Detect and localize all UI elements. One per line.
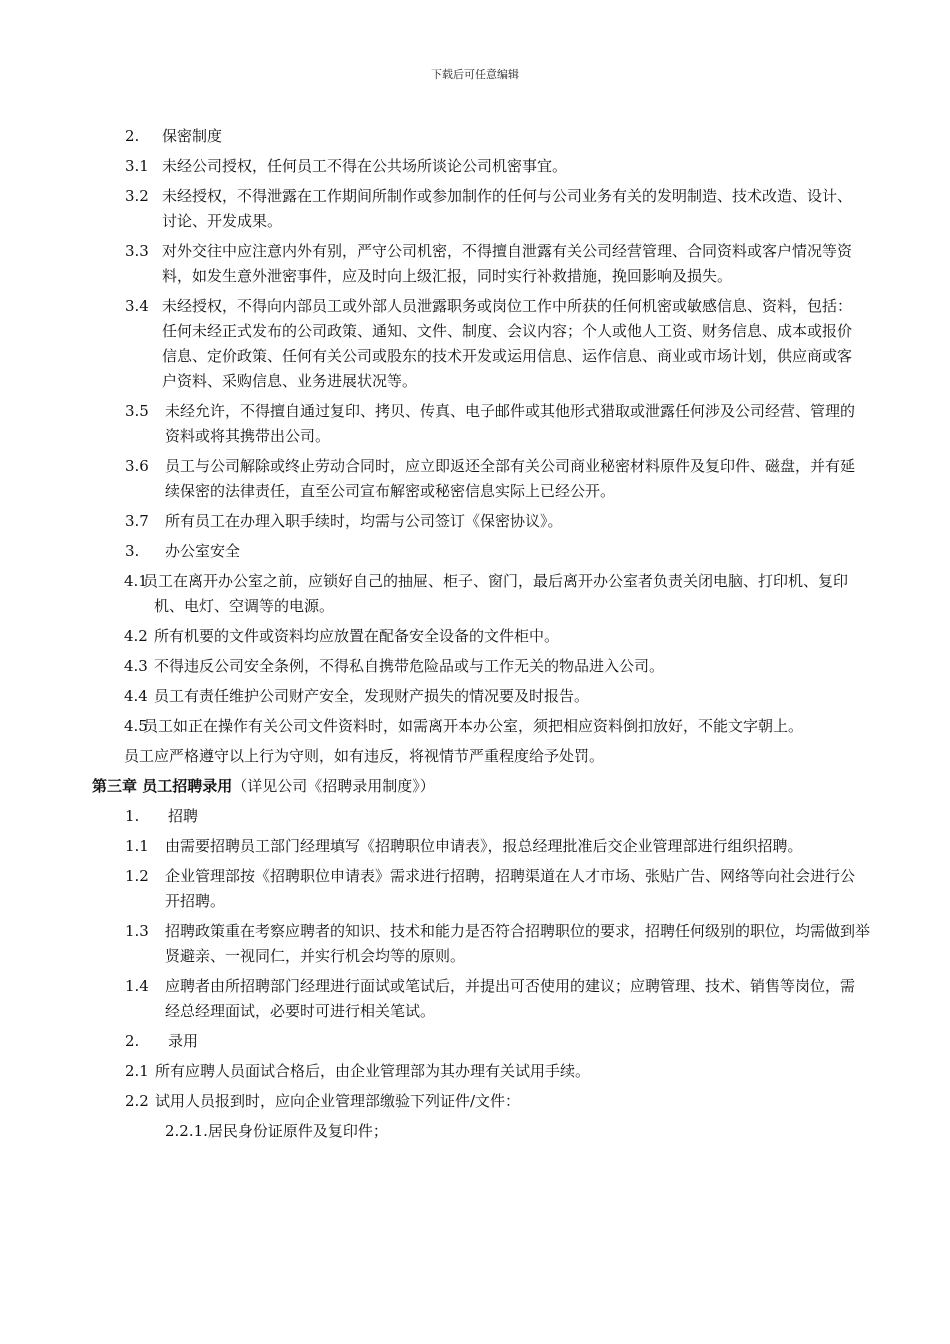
- item-number: 1.: [125, 807, 140, 825]
- item-number: 2.: [125, 1032, 140, 1050]
- item-text: 员工与公司解除或终止劳动合同时，应立即返还全部有关公司商业秘密材料原件及复印件、磁盘，并有延续保密的法律责任，直至公司宣布解密或秘密信息实际上已经公开。: [165, 457, 856, 500]
- item-text: 所有应聘人员面试合格后，由企业管理部为其办理有关试用手续。: [155, 1062, 591, 1080]
- item-text: 招聘: [168, 807, 199, 825]
- item-number: 1.4: [125, 977, 149, 995]
- item-text: 员工在离开办公室之前，应锁好自己的抽屉、柜子、窗门，最后离开办公室者负责关闭电脑、打印机、复印机、电灯、空调等的电源。: [143, 572, 849, 615]
- item-text: 由需要招聘员工部门经理填写《招聘职位申请表》，报总经理批准后交企业管理部进行组织招聘。: [165, 837, 803, 855]
- item-number: 4.3: [124, 657, 148, 675]
- item-number: 4.5: [124, 717, 148, 735]
- item-number: 2.1: [125, 1062, 149, 1080]
- item-number: 4.4: [124, 687, 148, 705]
- item-text: 所有员工在办理入职手续时，均需与公司签订《保密协议》。: [165, 512, 563, 530]
- list-item: [0, 919, 950, 969]
- section-confidentiality-and-security: [0, 124, 950, 769]
- item-text: 保密制度: [162, 127, 223, 145]
- item-number: 3.3: [125, 242, 149, 260]
- list-item: [0, 624, 950, 649]
- list-item: [0, 124, 950, 149]
- section-recruitment: [0, 804, 950, 1144]
- list-item: [0, 154, 950, 179]
- item-text: 2.2.1.居民身份证原件及复印件；: [165, 1122, 388, 1140]
- list-item: [0, 509, 950, 534]
- item-number: 3.7: [125, 512, 149, 530]
- item-text: 对外交往中应注意内外有别，严守公司机密，不得擅自泄露有关公司经营管理、合同资料或客户情况等资料，如发生意外泄密事件，应及时向上级汇报，同时实行补救措施，挽回影响及损失。: [162, 242, 853, 285]
- item-text: 企业管理部按《招聘职位申请表》需求进行招聘，招聘渠道在人才市场、张贴广告、网络等向社会进行公开招聘。: [165, 867, 856, 910]
- item-text: 员工应严格遵守以上行为守则，如有违反，将视情节严重程度给予处罚。: [124, 747, 605, 765]
- list-item: [0, 239, 950, 289]
- item-text: 录用: [168, 1032, 199, 1050]
- item-number: 3.2: [125, 187, 149, 205]
- list-item: [0, 1119, 950, 1144]
- item-number: 3.6: [125, 457, 149, 475]
- item-text: 未经授权，不得泄露在工作期间所制作或参加制作的任何与公司业务有关的发明制造、技术改造、设计、讨论、开发成果。: [162, 187, 853, 230]
- item-text: 应聘者由所招聘部门经理进行面试或笔试后，并提出可否使用的建议；应聘管理、技术、销售等岗位，需经总经理面试，必要时可进行相关笔试。: [165, 977, 856, 1020]
- item-text: 所有机要的文件或资料均应放置在配备安全设备的文件柜中。: [154, 627, 560, 645]
- chapter-title: 第三章 员工招聘录用: [92, 777, 233, 795]
- item-text: 员工如正在操作有关公司文件资料时，如需离开本办公室，须把相应资料倒扣放好，不能文字朝上。: [143, 717, 804, 735]
- list-item: [0, 834, 950, 859]
- chapter-heading: [0, 774, 950, 799]
- list-item: [0, 744, 950, 769]
- item-number: 3.4: [125, 297, 149, 315]
- list-item: [0, 1089, 950, 1114]
- item-text: 员工有责任维护公司财产安全，发现财产损失的情况要及时报告。: [154, 687, 590, 705]
- list-item: [0, 539, 950, 564]
- item-number: 4.2: [124, 627, 148, 645]
- item-text: 不得违反公司安全条例，不得私自携带危险品或与工作无关的物品进入公司。: [154, 657, 665, 675]
- list-item: [0, 569, 950, 619]
- list-item: [0, 1059, 950, 1084]
- list-item: [0, 399, 950, 449]
- item-number: 2.2: [125, 1092, 149, 1110]
- item-text: 未经授权，不得向内部员工或外部人员泄露职务或岗位工作中所获的任何机密或敏感信息、资料，包括：任何未经正式发布的公司政策、通知、文件、制度、会议内容；个人或他人工资、财务信息、成本或报价信息、定价政策、任何有关公司或股东的技术开发或运用信息、运作信息、商业或市场计划，供应商或客户资料、采购信息、业务进展状况等。: [162, 297, 853, 390]
- item-text: 未经允许，不得擅自通过复印、拷贝、传真、电子邮件或其他形式猎取或泄露任何涉及公司经营、管理的资料或将其携带出公司。: [165, 402, 856, 445]
- item-number: 1.1: [125, 837, 149, 855]
- list-item: [0, 974, 950, 1024]
- item-number: 3.: [125, 542, 140, 560]
- item-text: 招聘政策重在考察应聘者的知识、技术和能力是否符合招聘职位的要求，招聘任何级别的职位，均需做到举贤避亲、一视同仁，并实行机会均等的原则。: [165, 922, 871, 965]
- list-item: [0, 804, 950, 829]
- page-header: 下载后可任意编辑: [431, 68, 519, 81]
- list-item: [0, 864, 950, 914]
- list-item: [0, 684, 950, 709]
- item-text: 办公室安全: [165, 542, 241, 560]
- document-body: [0, 124, 950, 1149]
- list-item: [0, 184, 950, 234]
- item-number: 3.5: [125, 402, 149, 420]
- item-text: 试用人员报到时，应向企业管理部缴验下列证件/文件：: [155, 1092, 521, 1110]
- list-item: [0, 454, 950, 504]
- list-item: [0, 714, 950, 739]
- item-number: 1.3: [125, 922, 149, 940]
- list-item: [0, 1029, 950, 1054]
- item-number: 2.: [125, 127, 140, 145]
- list-item: [0, 294, 950, 394]
- item-number: 3.1: [125, 157, 149, 175]
- item-number: 4.1: [124, 572, 148, 590]
- list-item: [0, 654, 950, 679]
- item-number: 1.2: [125, 867, 149, 885]
- chapter-note: （详见公司《招聘录用制度》）: [232, 777, 435, 795]
- item-text: 未经公司授权，任何员工不得在公共场所谈论公司机密事宜。: [162, 157, 568, 175]
